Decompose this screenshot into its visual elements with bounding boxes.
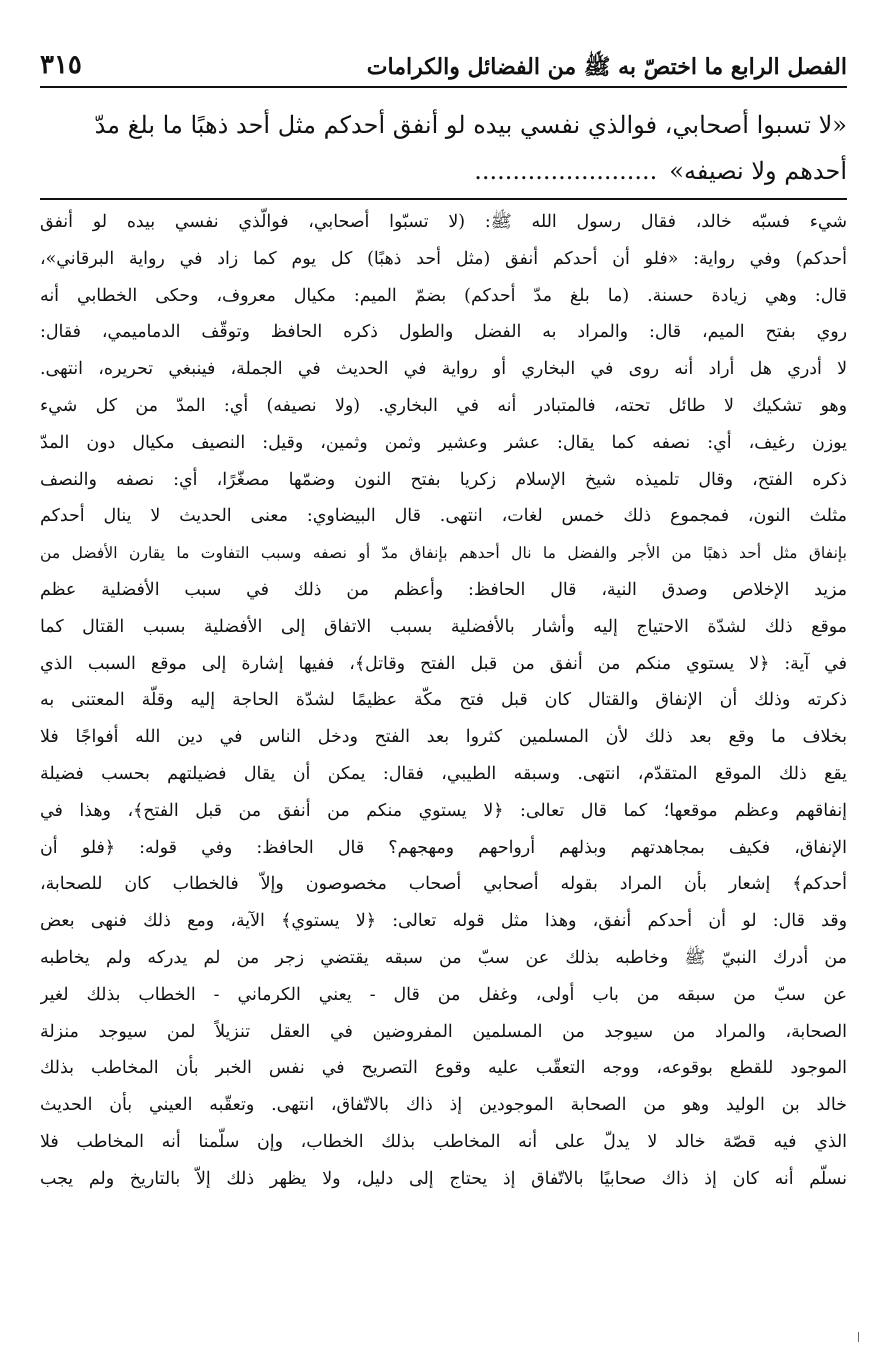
- commentary-line: أحدكم﴾ إشعار بأن المراد بقوله أصحابي أصحاب مخصوصون وإلاّ فالخطاب كان للصحابة،: [40, 874, 847, 895]
- commentary-line: الذي فيه قصّة خالد لا يدلّ على أنه المخاطب بذلك الخطاب، وإن سلّمنا أنه المخاطب فلا: [40, 1131, 847, 1152]
- commentary-line: وهو تشكيك لا طائل تحته، فالمتبادر أنه في البخاري. (ولا نصيفه) أي: المدّ من كل شيء: [40, 395, 847, 416]
- dotted-leader: ........................: [474, 157, 658, 185]
- commentary-line: نسلّم أنه كان إذ ذاك صحابيًا بالاتّفاق إذ يحتاج إلى دليل، ولا يظهر ذلك إلاّ بالتاريخ ولم يجب: [40, 1168, 847, 1189]
- commentary-text: [40, 204, 847, 1198]
- commentary-line: وقد قال: لو أن أحدكم أنفق، وهذا مثل قوله تعالى: ﴿لا يستوي﴾ الآية، ومع ذلك فنهى بعض: [40, 911, 847, 932]
- commentary-line: إنفاقهم وعظم موقعها؛ كما قال تعالى: ﴿لا يستوي منكم من أنفق من قبل الفتح﴾، وهذا في: [40, 800, 847, 821]
- commentary-line: شيء فسبّه خالد، فقال رسول الله ﷺ: (لا تسبّوا أصحابي، فوالّذي نفسي بيده لو أنفق: [40, 212, 847, 232]
- commentary-line: الإنفاق، فكيف بمجاهدتهم وبذلهم أرواحهم ومهجهم؟ قال الحافظ: وفي قوله: ﴿فلو أن: [40, 837, 847, 858]
- commentary-line: ذكرته وذلك أن الإنفاق والقتال كان قبل فتح مكّة عظيمًا لشدّة الحاجة إليه وقلّة المعتنى به: [40, 690, 847, 711]
- hadith-line-end: أحدهم ولا نصيفه»: [669, 157, 847, 185]
- commentary-line: بخلاف ما وقع بعد ذلك لأن المسلمين كثروا بعد الفتح ودخل الناس في دين الله أفواجًا فلا: [40, 727, 847, 748]
- page-header: [40, 38, 847, 88]
- hadith-line: [40, 148, 847, 194]
- commentary-line: بإنفاق مثل أحد ذهبًا من الأجر والفضل ما نال أحدهم بإنفاق مدّ أو نصفه وسبب التفاوت ما يقارن الأفضل من: [40, 544, 847, 563]
- commentary-line: مثلث النون، فمجموع ذلك خمس لغات، انتهى. قال البيضاوي: معنى الحديث لا ينال أحدكم: [40, 506, 847, 527]
- commentary-line: من أدرك النبيّ ﷺ وخاطبه بذلك عن سبّ من سبقه يقتضي زجر من لم يدركه ولم يخاطبه: [40, 947, 847, 968]
- separator-rule: [40, 198, 847, 200]
- commentary-line: قال: وهي زيادة حسنة. (ما بلغ مدّ أحدكم) بضمّ الميم: مكيال معروف، وحكى الخطابي أنه: [40, 285, 847, 306]
- commentary-line: الصحابة، والمراد من سيوجد من المسلمين المفروضين في العقل تنزيلاً لمن سيوجد منزلة: [40, 1021, 847, 1042]
- document-page: [40, 38, 847, 1198]
- hadith-text: [40, 102, 847, 194]
- commentary-line: لا أدري هل أراد أنه روى في البخاري أو رواية في الحديث في الجملة، فينبغي تحريره، انتهى.: [40, 359, 847, 380]
- commentary-line: خالد بن الوليد وهو من الصحابة الموجودين إذ ذاك بالاتّفاق، انتهى. وتعقّبه العيني بأن الحديث: [40, 1095, 847, 1116]
- hadith-line: «لا تسبوا أصحابي، فوالذي نفسي بيده لو أنفق أحدكم مثل أحد ذهبًا ما بلغ مدّ: [94, 111, 847, 139]
- commentary-line: أحدكم) وفي رواية: «فلو أن أحدكم أنفق (مثل أحد ذهبًا) كل يوم كما زاد في رواية البرقاني»،: [40, 248, 847, 269]
- commentary-line: مزيد الإخلاص وصدق النية، قال الحافظ: وأعظم من ذلك في سبب الأفضلية عظم: [40, 579, 847, 600]
- commentary-line: الموجود للقطع بوقوعه، ووجه التعقّب عليه وقوع التصريح في نفس الخبر بأن المخاطب بذلك: [40, 1058, 847, 1079]
- commentary-line: روي بفتح الميم، قال: والمراد به الفضل والطول ذكره الحافظ وتوقّف الدماميمي، فقال:: [40, 322, 847, 343]
- commentary-line: موقع ذلك لشدّة الاحتياج إليه وأشار بالأفضلية بسبب الاتفاق إلى الأفضلية بسبب القتال كما: [40, 616, 847, 637]
- running-title: الفصل الرابع ما اختصّ به ﷺ من الفضائل والكرامات: [366, 53, 847, 80]
- page-number: ٣١٥: [40, 50, 82, 81]
- commentary-line: في آية: ﴿لا يستوي منكم من أنفق من قبل الفتح وقاتل﴾، ففيها إشارة إلى موقع السبب الذي: [40, 653, 847, 674]
- commentary-line: يقع ذلك الموقع المتقدّم، انتهى. وسبقه الطيبي، فقال: يمكن أن يقال فضيلتهم بحسب فضيلة: [40, 763, 847, 784]
- commentary-line: يوزن رغيف، أي: نصفه كما يقال: عشر وعشير وثمن وثمين، وقيل: النصيف مكيال دون المدّ: [40, 432, 847, 453]
- commentary-line: ذكره الفتح، وقال تلميذه شيخ الإسلام زكريا بفتح النون وضمّها مصغّرًا، أي: نصفه والنصف: [40, 469, 847, 490]
- commentary-line: عن سبّ من سبقه من باب أولى، وغفل من قال - يعني الكرماني - الخطاب بذلك لغير: [40, 984, 847, 1005]
- scan-mark: [858, 1332, 859, 1342]
